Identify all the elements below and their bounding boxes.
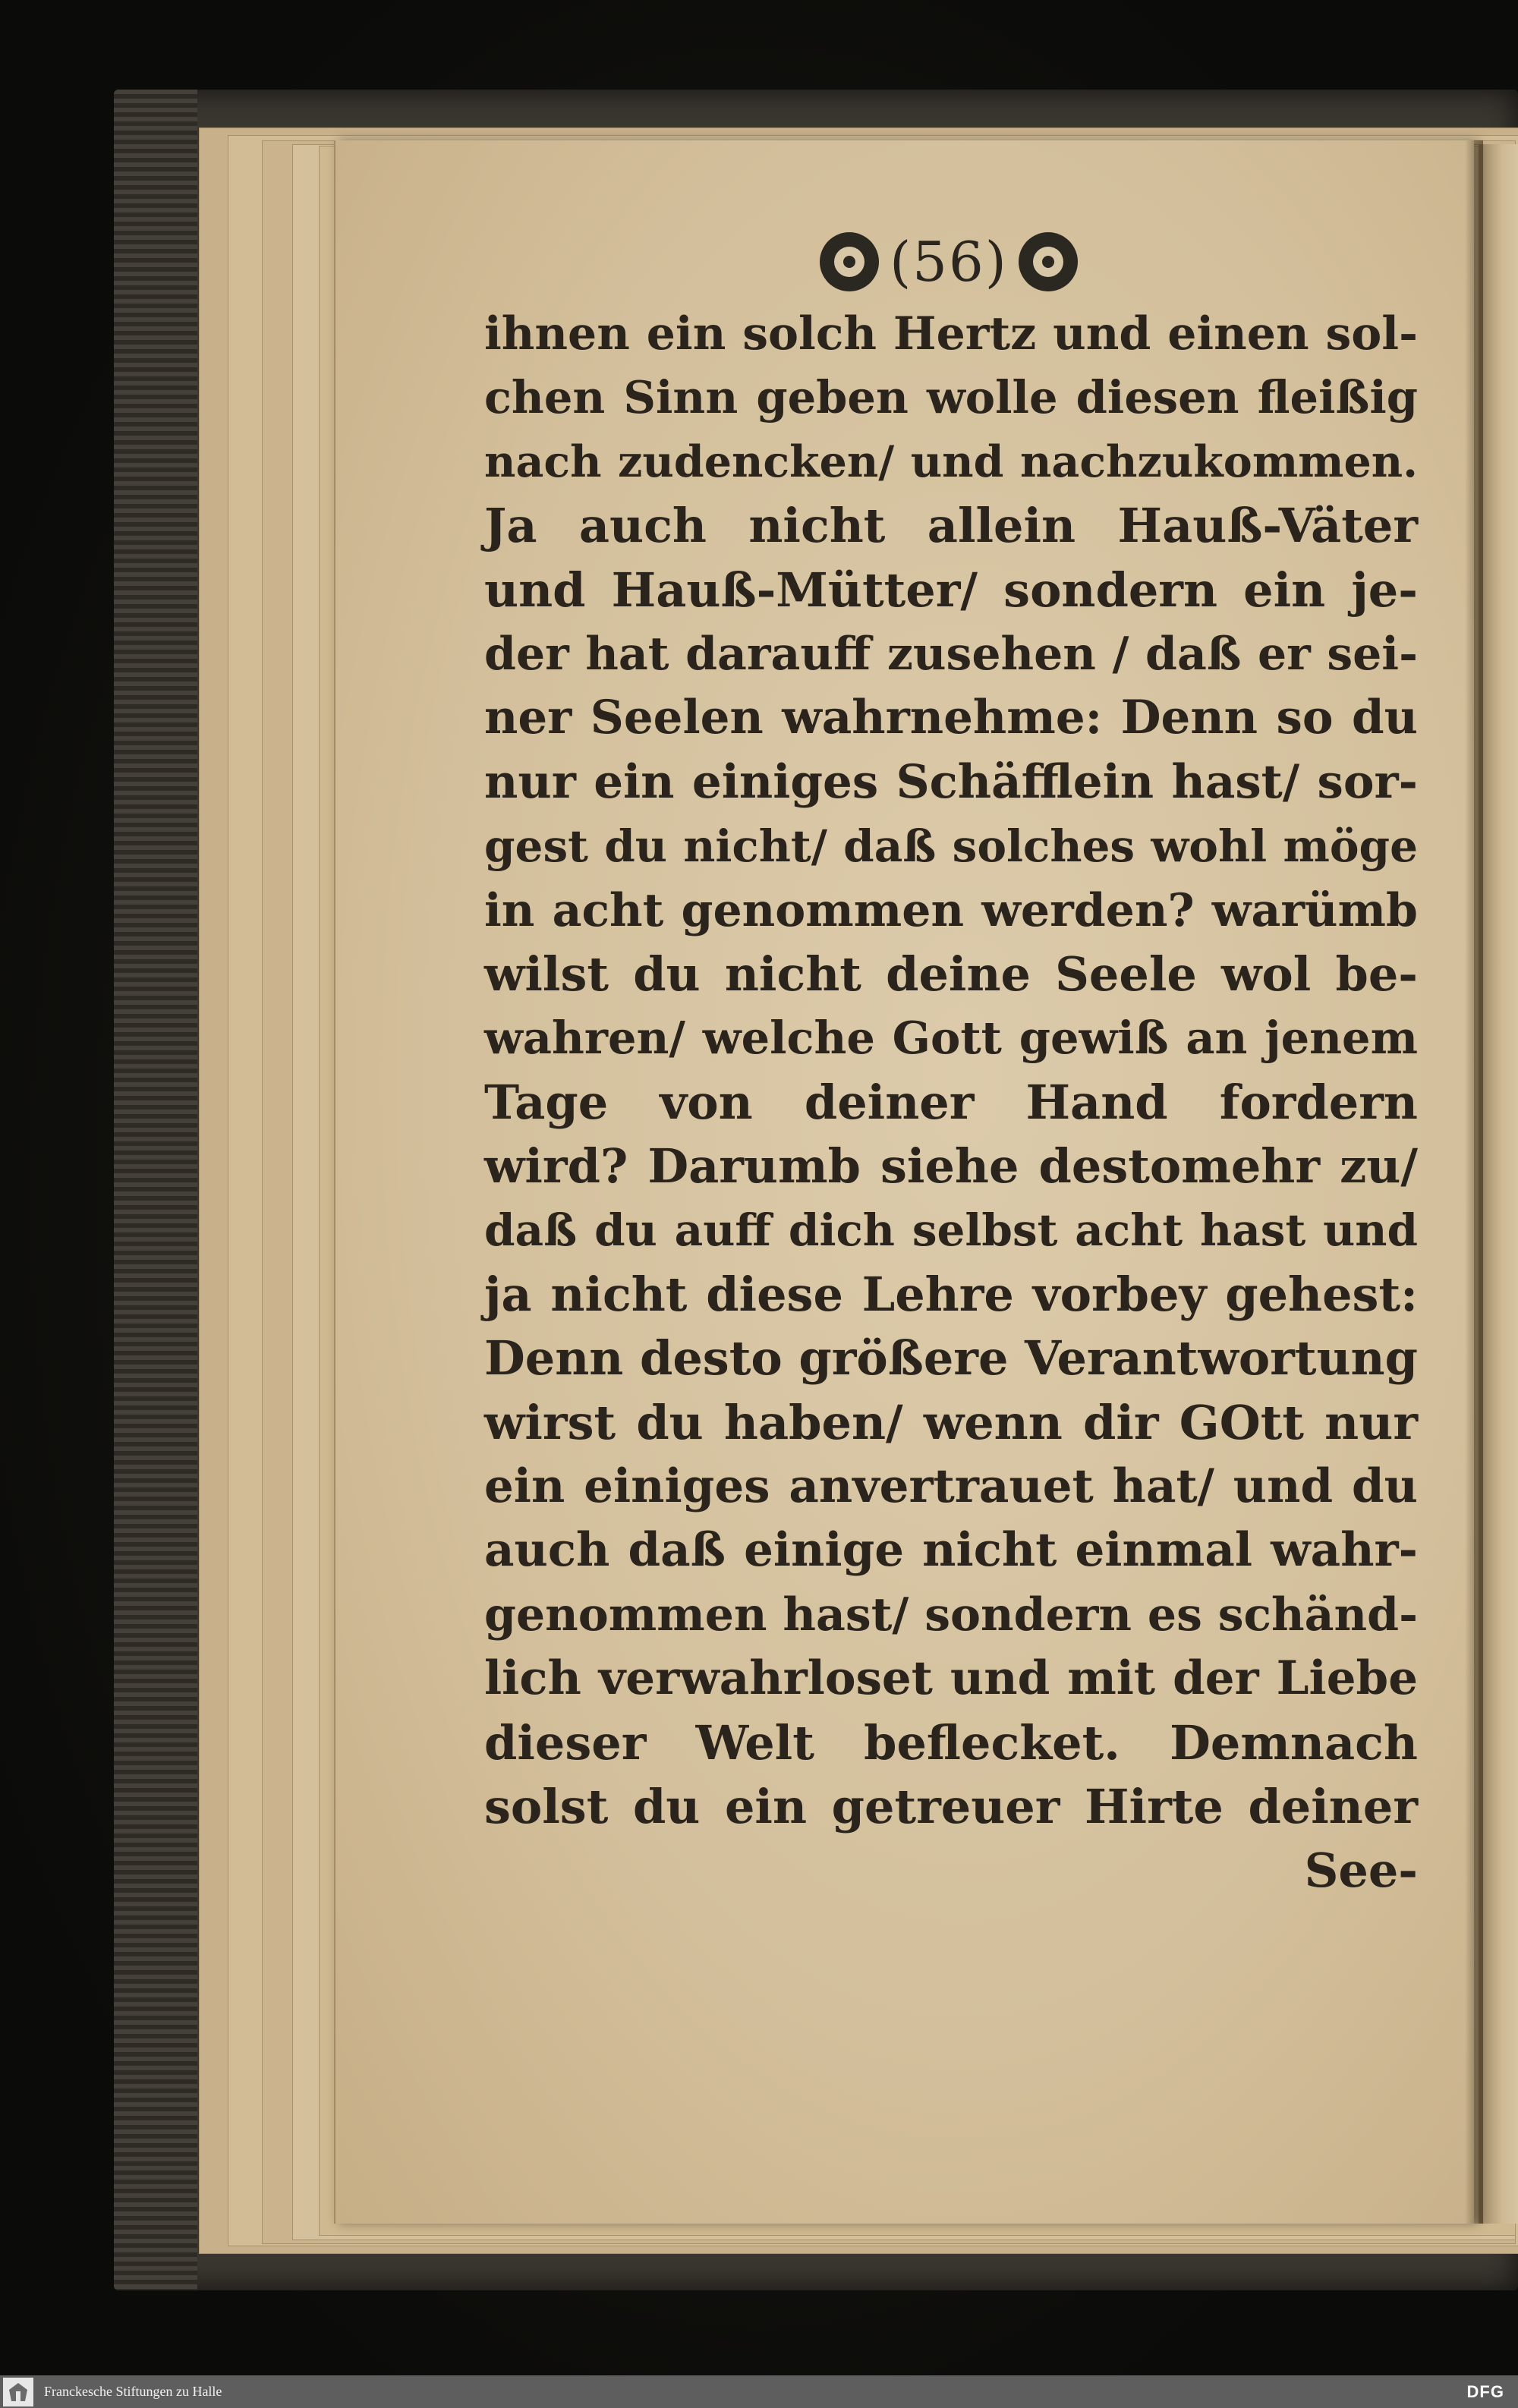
- text-line: lich verwahrloset und mit der Liebe: [484, 1651, 1418, 1706]
- text-line: chen Sinn geben wolle diesen fleißig: [484, 371, 1418, 424]
- text-line: ner Seelen wahrnehme: Denn so du: [484, 691, 1418, 745]
- rosette-ornament-icon: [820, 232, 879, 291]
- dfg-logo: DFG: [1466, 2381, 1504, 2401]
- footer-credit: [0, 2375, 222, 2408]
- franckesche-stiftungen-logo-icon: [3, 2378, 33, 2406]
- rosette-ornament-icon: [1019, 232, 1078, 291]
- page-header: [789, 220, 1108, 304]
- text-line: Tage von deiner Hand fordern: [484, 1074, 1418, 1130]
- text-line: wird? Darumb siehe destomehr zu/: [484, 1138, 1418, 1195]
- text-line: solst du ein getreuer Hirte deiner: [484, 1778, 1418, 1834]
- text-line: Denn desto größere Verantwortung: [484, 1330, 1418, 1387]
- footer-bar: [0, 2375, 1518, 2408]
- catchword: See-: [1304, 1843, 1418, 1899]
- text-line: genommen hast/ sondern es schänd-: [484, 1588, 1419, 1642]
- page-text: [484, 302, 1418, 1903]
- text-line: ein einiges anvertrauet hat/ und du: [484, 1459, 1418, 1514]
- text-line: der hat darauff zusehen / daß er sei-: [484, 627, 1418, 681]
- text-line: wahren/ welche Gott gewiß an jenem: [484, 1012, 1418, 1065]
- text-line: gest du nicht/ daß solches wohl möge: [484, 820, 1418, 873]
- text-line: wilst du nicht deine Seele wol be-: [484, 946, 1418, 1002]
- text-line: ja nicht diese Lehre vorbey gehest:: [484, 1266, 1418, 1322]
- institution-name: Franckesche Stiftungen zu Halle: [44, 2384, 222, 2399]
- gutter-shadow: [1465, 140, 1483, 2224]
- text-line: wirst du haben/ wenn dir GOtt nur: [484, 1394, 1418, 1450]
- page-number: (56): [890, 230, 1008, 294]
- text-line: daß du auff dich selbst acht hast und: [484, 1204, 1418, 1257]
- text-line: dieser Welt beflecket. Demnach: [484, 1714, 1418, 1771]
- text-line: ihnen ein solch Hertz und einen sol-: [484, 307, 1418, 360]
- book-spine-edge: [114, 90, 197, 2290]
- text-line: auch daß einige nicht einmal wahr-: [484, 1523, 1418, 1578]
- text-line: und Hauß-Mütter/ sondern ein je-: [484, 562, 1418, 618]
- text-line: Ja auch nicht allein Hauß-Väter: [484, 498, 1418, 554]
- text-line: nach zudencken/ und nachzukommen.: [484, 436, 1418, 487]
- text-line: in acht genommen werden? warümb: [484, 883, 1418, 937]
- text-line: nur ein einiges Schäfflein hast/ sor-: [484, 754, 1418, 809]
- facing-page: [1479, 144, 1518, 2224]
